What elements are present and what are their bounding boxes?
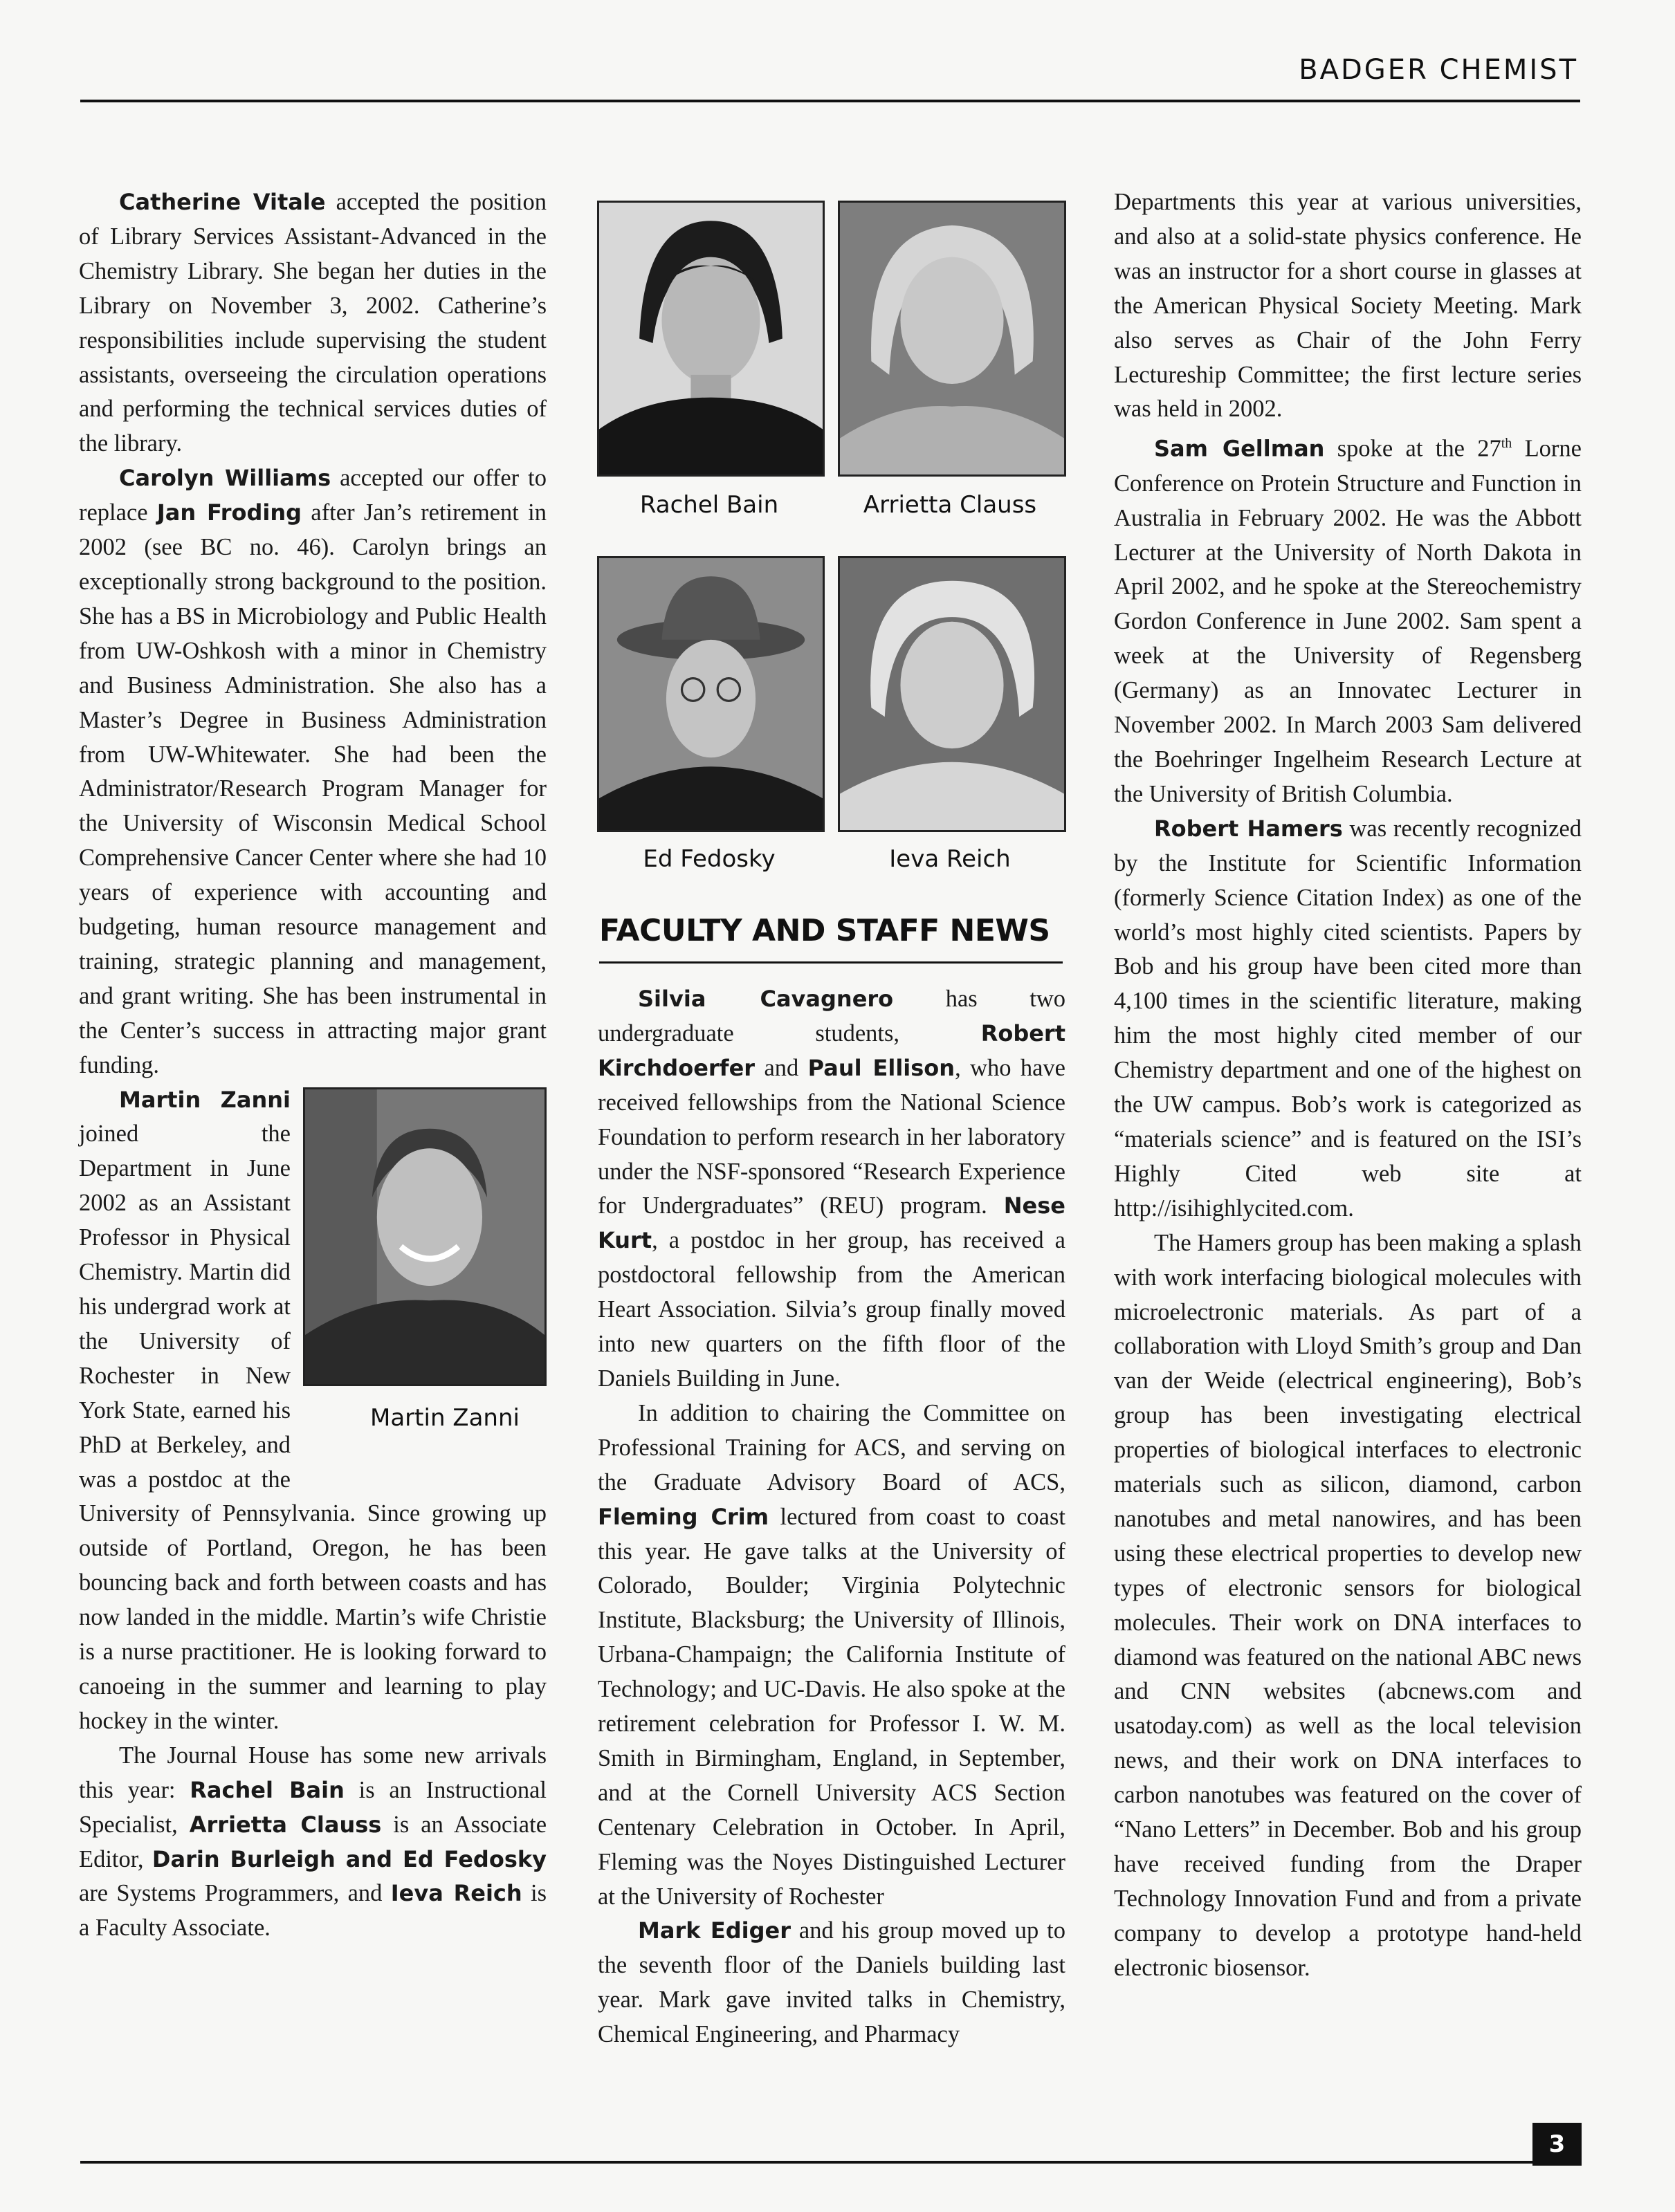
paragraph-text: are Systems Programmers, and xyxy=(79,1880,391,1907)
paragraph-text: was recently recognized by the Institute for Scientific Information (formerly Science Citation Index) as one of the world’s most highly cited scientists. Papers by Bob and his group have been cited more than 4,100 times in the scientific literature, making him the most highly cited member of our Chemistry department and one of the highest on the UW campus. Bob’s work is categorized as “materials science” and is featured on the ISI’s Highly Cited web site at http://isihighlycited.com. xyxy=(1114,815,1582,1222)
column-2 xyxy=(598,982,1065,2052)
paragraph-text: lectured from coast to coast this year. He gave talks at the University of Colorado, Boulder; Virginia Polytechnic Institute, Blacksburg; the University of Illinois, Urbana-Champaign; the California Institute of Technology; and UC-Davis. He also spoke at the retirement celebration for Professor I. W. M. Smith in Birmingham, England, in September, and at the Cornell University ACS Section Centenary Celebration in October. In April, Fleming was the Noyes Distinguished Lecturer at the University of Rochester xyxy=(598,1503,1065,1910)
name-catherine-vitale: Catherine Vitale xyxy=(119,189,326,215)
zanni-figure xyxy=(303,1087,547,1464)
superscript: th xyxy=(1501,436,1512,452)
footer-rule xyxy=(80,2161,1533,2164)
name-silvia-cavagnero: Silvia Cavagnero xyxy=(638,986,894,1012)
photo-martin-zanni xyxy=(303,1087,547,1386)
paragraph-text: joined the Department in June 2002 as an Assistant Professor in Physical Chemistry. Martin did his undergrad work at the University of Rochester in New York State, earned his PhD at Berkeley, and was a postdoc at the University of Pennsylvania. Since growing up outside of Portland, Oregon, he has been bouncing back and forth between coasts and has now landed in the middle. Martin’s wife Christie is a nurse practitioner. He is looking forward to canoeing in the summer and learning to play hockey in the winter. xyxy=(79,1121,547,1734)
name-martin-zanni: Martin Zanni xyxy=(119,1086,291,1113)
name-rachel-bain: Rachel Bain xyxy=(190,1776,345,1803)
name-ieva-reich: Ieva Reich xyxy=(390,1880,522,1907)
paragraph-text: The Journal House has some new arrivals this year: xyxy=(79,1742,547,1803)
paragraph-text: after Jan’s retirement in 2002 (see BC no. 46). Carolyn brings an exceptionally strong background to the position. She has a BS in Microbiology and Public Health from UW-Oshkosh with a minor in Chemistry and Business Administration. She also has a Master’s Degree in Business Administration from UW-Whitewater. She had been the Administrator/Research Program Manager for the University of Wisconsin Medical School Comprehensive Cancer Center where she had 10 years of experience with accounting and budgeting, human resource management and training, strategic planning and management, and grant writing. She has been instrumental in the Center’s success in attracting major grant funding. xyxy=(79,499,547,1078)
photo-arrietta-clauss xyxy=(838,201,1066,477)
paragraph-text: Departments this year at various universities, and also at a solid-state physics conference. He was an instructor for a short course in glasses at the American Physical Society Meeting. Mark also serves as Chair of the John Ferry Lectureship Committee; the first lecture series was held in 2002. xyxy=(1114,189,1582,423)
paragraph-text: In addition to chairing the Committee on Professional Training for ACS, and serving on the Graduate Advisory Board of ACS, xyxy=(598,1399,1065,1495)
photo-ed-fedosky xyxy=(597,556,825,832)
caption-rachel-bain: Rachel Bain xyxy=(639,491,779,519)
header-rule xyxy=(80,100,1580,102)
masthead: BADGER CHEMIST xyxy=(1299,54,1578,86)
name-paul-ellison: Paul Ellison xyxy=(807,1054,955,1081)
photo-rachel-bain xyxy=(597,201,825,477)
caption-martin-zanni: Martin Zanni xyxy=(370,1403,520,1432)
paragraph-text: Lorne Conference on Protein Structure and Function in Australia in February 2002. He was the Abbott Lecturer at the University of North Dakota in April 2002, and he spoke at the Stereochemistry Gordon Conference in June 2002. Sam spent a week at the University of Regensberg (Germany) as an Innovatec Lecturer in November 2002. In March 2003 Sam delivered the Boehringer Ingelheim Research Lecture at the University of British Columbia. xyxy=(1114,435,1582,807)
name-robert-kirchdoerfer: Robert Kirchdoerfer xyxy=(598,1020,1065,1081)
paragraph-text: , a postdoc in her group, has received a postdoctoral fellowship from the American Heart Association. Silvia’s group finally moved into new quarters on the fifth floor of the Daniels Building in June. xyxy=(598,1227,1065,1392)
name-nese-kurt: Nese Kurt xyxy=(598,1192,1065,1254)
photo-ieva-reich xyxy=(838,556,1066,832)
caption-arrietta-clauss: Arrietta Clauss xyxy=(863,491,1037,519)
paragraph-text: accepted our offer to replace xyxy=(79,465,547,526)
name-robert-hamers: Robert Hamers xyxy=(1154,815,1343,842)
name-sam-gellman: Sam Gellman xyxy=(1154,435,1325,462)
paragraph-text: spoke at the 27 xyxy=(1324,435,1501,462)
name-arrietta-clauss: Arrietta Clauss xyxy=(189,1811,382,1838)
paragraph-text: accepted the position of Library Services Assistant-Advanced in the Chemistry Library. She began her duties in the Library on November 3, 2002. Catherine’s responsibilities include supervising the student assistants, overseeing the circulation operations and performing the technical services duties of the library. xyxy=(79,189,547,457)
section-rule xyxy=(599,961,1063,964)
page-number: 3 xyxy=(1532,2123,1582,2166)
column-1 xyxy=(79,185,547,1946)
paragraph-text: The Hamers group has been making a splash with work interfacing biological molecules with microelectronic materials. As part of a collaboration with Lloyd Smith’s group and Dan van der Weide (electrical engineering), Bob’s group has been investigating electrical properties of biological interfaces to electronic materials such as silicon, diamond, carbon nanotubes and metal nanowires, and has been using these electrical properties to develop new types of electronic sensors for biological molecules. Their work on DNA interfaces to diamond was featured on the national ABC news and CNN websites (abcnews.com and usatoday.com) as well as the local television news, and their work on DNA interfaces to carbon nanotubes was featured on the cover of “Nano Letters” in December. Bob and his group have received funding from the Draper Technology Innovation Fund and from a private company to develop a prototype hand-held electronic biosensor. xyxy=(1114,1229,1582,1981)
paragraph-text: and his group moved up to the seventh floor of the Daniels building last year. Mark gave invited talks in Chemistry, Chemical Engineering, and Pharmacy xyxy=(598,1917,1066,2048)
name-darin-burleigh-ed-fedosky: Darin Burleigh and Ed Fedosky xyxy=(152,1845,547,1872)
paragraph-text: is an Associate Editor, xyxy=(79,1811,547,1872)
name-fleming-crim: Fleming Crim xyxy=(598,1503,769,1530)
paragraph-text: is an Instructional Specialist, xyxy=(79,1776,547,1838)
paragraph-text: , who have received fellowships from the National Science Foundation to perform research in her laboratory under the NSF-sponsored “Research Experience for Undergraduates” (REU) program. xyxy=(598,1054,1065,1219)
name-mark-ediger: Mark Ediger xyxy=(638,1917,791,1944)
caption-ed-fedosky: Ed Fedosky xyxy=(643,845,776,873)
name-jan-froding: Jan Froding xyxy=(156,499,302,526)
caption-ieva-reich: Ieva Reich xyxy=(889,845,1011,873)
name-carolyn-williams: Carolyn Williams xyxy=(119,465,331,492)
section-title: FACULTY AND STAFF NEWS xyxy=(599,913,1050,948)
paragraph-text: has two undergraduate students, xyxy=(598,986,1065,1047)
column-3 xyxy=(1114,185,1582,1986)
paragraph-text: and xyxy=(755,1054,808,1081)
paragraph-text: is a Faculty Associate. xyxy=(79,1880,547,1942)
